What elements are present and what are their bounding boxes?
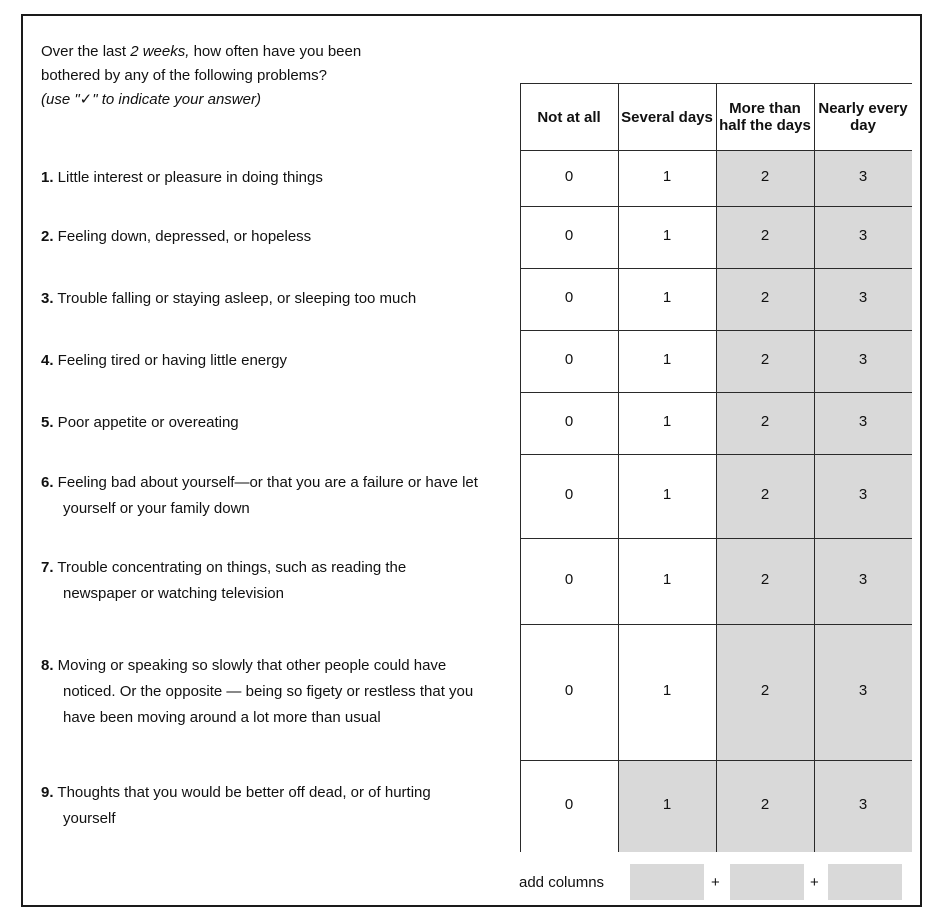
score-cell[interactable]: 1: [662, 570, 672, 588]
score-cell[interactable]: 0: [564, 795, 574, 813]
question-text: [41, 410, 239, 436]
question-number: 1.: [41, 169, 54, 186]
question-text: [41, 780, 481, 832]
sum-box-col2[interactable]: [630, 864, 704, 900]
question-6: [41, 454, 481, 538]
question-text: [41, 286, 416, 312]
question-number: 8.: [41, 657, 54, 674]
question-text: [41, 165, 323, 191]
question-body: Poor appetite or overeating: [53, 414, 239, 431]
score-cell[interactable]: 1: [662, 288, 672, 306]
question-number: 9.: [41, 784, 54, 801]
instructions-line-3: (use "✓" to indicate your answer): [41, 91, 261, 108]
question-number: 6.: [41, 474, 54, 491]
question-7: [41, 538, 481, 624]
score-cell[interactable]: 1: [662, 167, 672, 185]
question-body: Moving or speaking so slowly that other people could have noticed. Or the opposite — being so figety or restless that you have been moving around a lot more than usual: [53, 657, 474, 726]
question-text: [41, 224, 311, 250]
score-cell[interactable]: 3: [858, 412, 868, 430]
score-cell[interactable]: 3: [858, 570, 868, 588]
score-cell[interactable]: 1: [662, 485, 672, 503]
score-cell[interactable]: 3: [858, 226, 868, 244]
score-cell[interactable]: 0: [564, 570, 574, 588]
question-text: [41, 555, 481, 607]
score-cell[interactable]: 1: [662, 795, 672, 813]
column-header-several-days: Several days: [621, 108, 713, 126]
question-2: [41, 206, 481, 268]
question-body: Thoughts that you would be better off dead, or of hurting yourself: [53, 784, 431, 827]
score-cell[interactable]: 0: [564, 485, 574, 503]
question-body: Feeling down, depressed, or hopeless: [53, 228, 312, 245]
score-cell[interactable]: 0: [564, 350, 574, 368]
question-number: 4.: [41, 352, 54, 369]
question-8: [41, 624, 481, 760]
question-4: [41, 330, 481, 392]
question-body: Feeling bad about yourself—or that you are a failure or have let yourself or your family down: [53, 474, 478, 517]
column-header-not-at-all: Not at all: [537, 108, 601, 126]
score-cell[interactable]: 3: [858, 485, 868, 503]
question-number: 5.: [41, 414, 54, 431]
score-cell[interactable]: 2: [760, 350, 770, 368]
question-number: 2.: [41, 228, 54, 245]
question-number: 7.: [41, 559, 54, 576]
question-body: Trouble falling or staying asleep, or sleeping too much: [53, 290, 417, 307]
score-cell[interactable]: 1: [662, 226, 672, 244]
score-cell[interactable]: 0: [564, 288, 574, 306]
question-body: Little interest or pleasure in doing things: [53, 169, 323, 186]
score-cell[interactable]: 3: [858, 681, 868, 699]
question-9: [41, 760, 481, 852]
score-cell[interactable]: 2: [760, 412, 770, 430]
question-body: Feeling tired or having little energy: [53, 352, 287, 369]
score-cell[interactable]: 2: [760, 485, 770, 503]
score-cell[interactable]: 0: [564, 681, 574, 699]
column-header-more-than-half: More than half the days: [719, 100, 811, 134]
score-cell[interactable]: 2: [760, 288, 770, 306]
instructions-line-1: Over the last 2 weeks, how often have you been: [41, 43, 362, 60]
score-cell[interactable]: 3: [858, 350, 868, 368]
sum-box-col3[interactable]: [730, 864, 804, 900]
sum-box-col4[interactable]: [828, 864, 902, 900]
instructions: [41, 40, 501, 112]
score-cell[interactable]: 2: [760, 226, 770, 244]
instructions-line-2: bothered by any of the following problems?: [41, 67, 328, 84]
score-cell[interactable]: 0: [564, 167, 574, 185]
question-5: [41, 392, 481, 454]
question-3: [41, 268, 481, 330]
column-header-nearly-every-day: Nearly every day: [818, 100, 908, 134]
question-body: Trouble concentrating on things, such as reading the newspaper or watching television: [53, 559, 407, 602]
score-cell[interactable]: 2: [760, 570, 770, 588]
score-cell[interactable]: 2: [760, 681, 770, 699]
question-1: [41, 150, 481, 206]
score-cell[interactable]: 1: [662, 350, 672, 368]
score-cell[interactable]: 2: [760, 795, 770, 813]
score-cell[interactable]: 1: [662, 412, 672, 430]
score-cell[interactable]: 1: [662, 681, 672, 699]
score-cell[interactable]: 2: [760, 167, 770, 185]
question-text: [41, 348, 287, 374]
score-cell[interactable]: 0: [564, 412, 574, 430]
score-cell[interactable]: 3: [858, 288, 868, 306]
score-cell[interactable]: 0: [564, 226, 574, 244]
question-number: 3.: [41, 290, 54, 307]
question-text: [41, 470, 481, 522]
plus-sign-2: +: [810, 874, 819, 891]
score-cell[interactable]: 3: [858, 795, 868, 813]
add-columns-label: add columns: [519, 874, 605, 891]
score-cell[interactable]: 3: [858, 167, 868, 185]
plus-sign-1: +: [711, 874, 720, 891]
question-text: [41, 653, 481, 731]
